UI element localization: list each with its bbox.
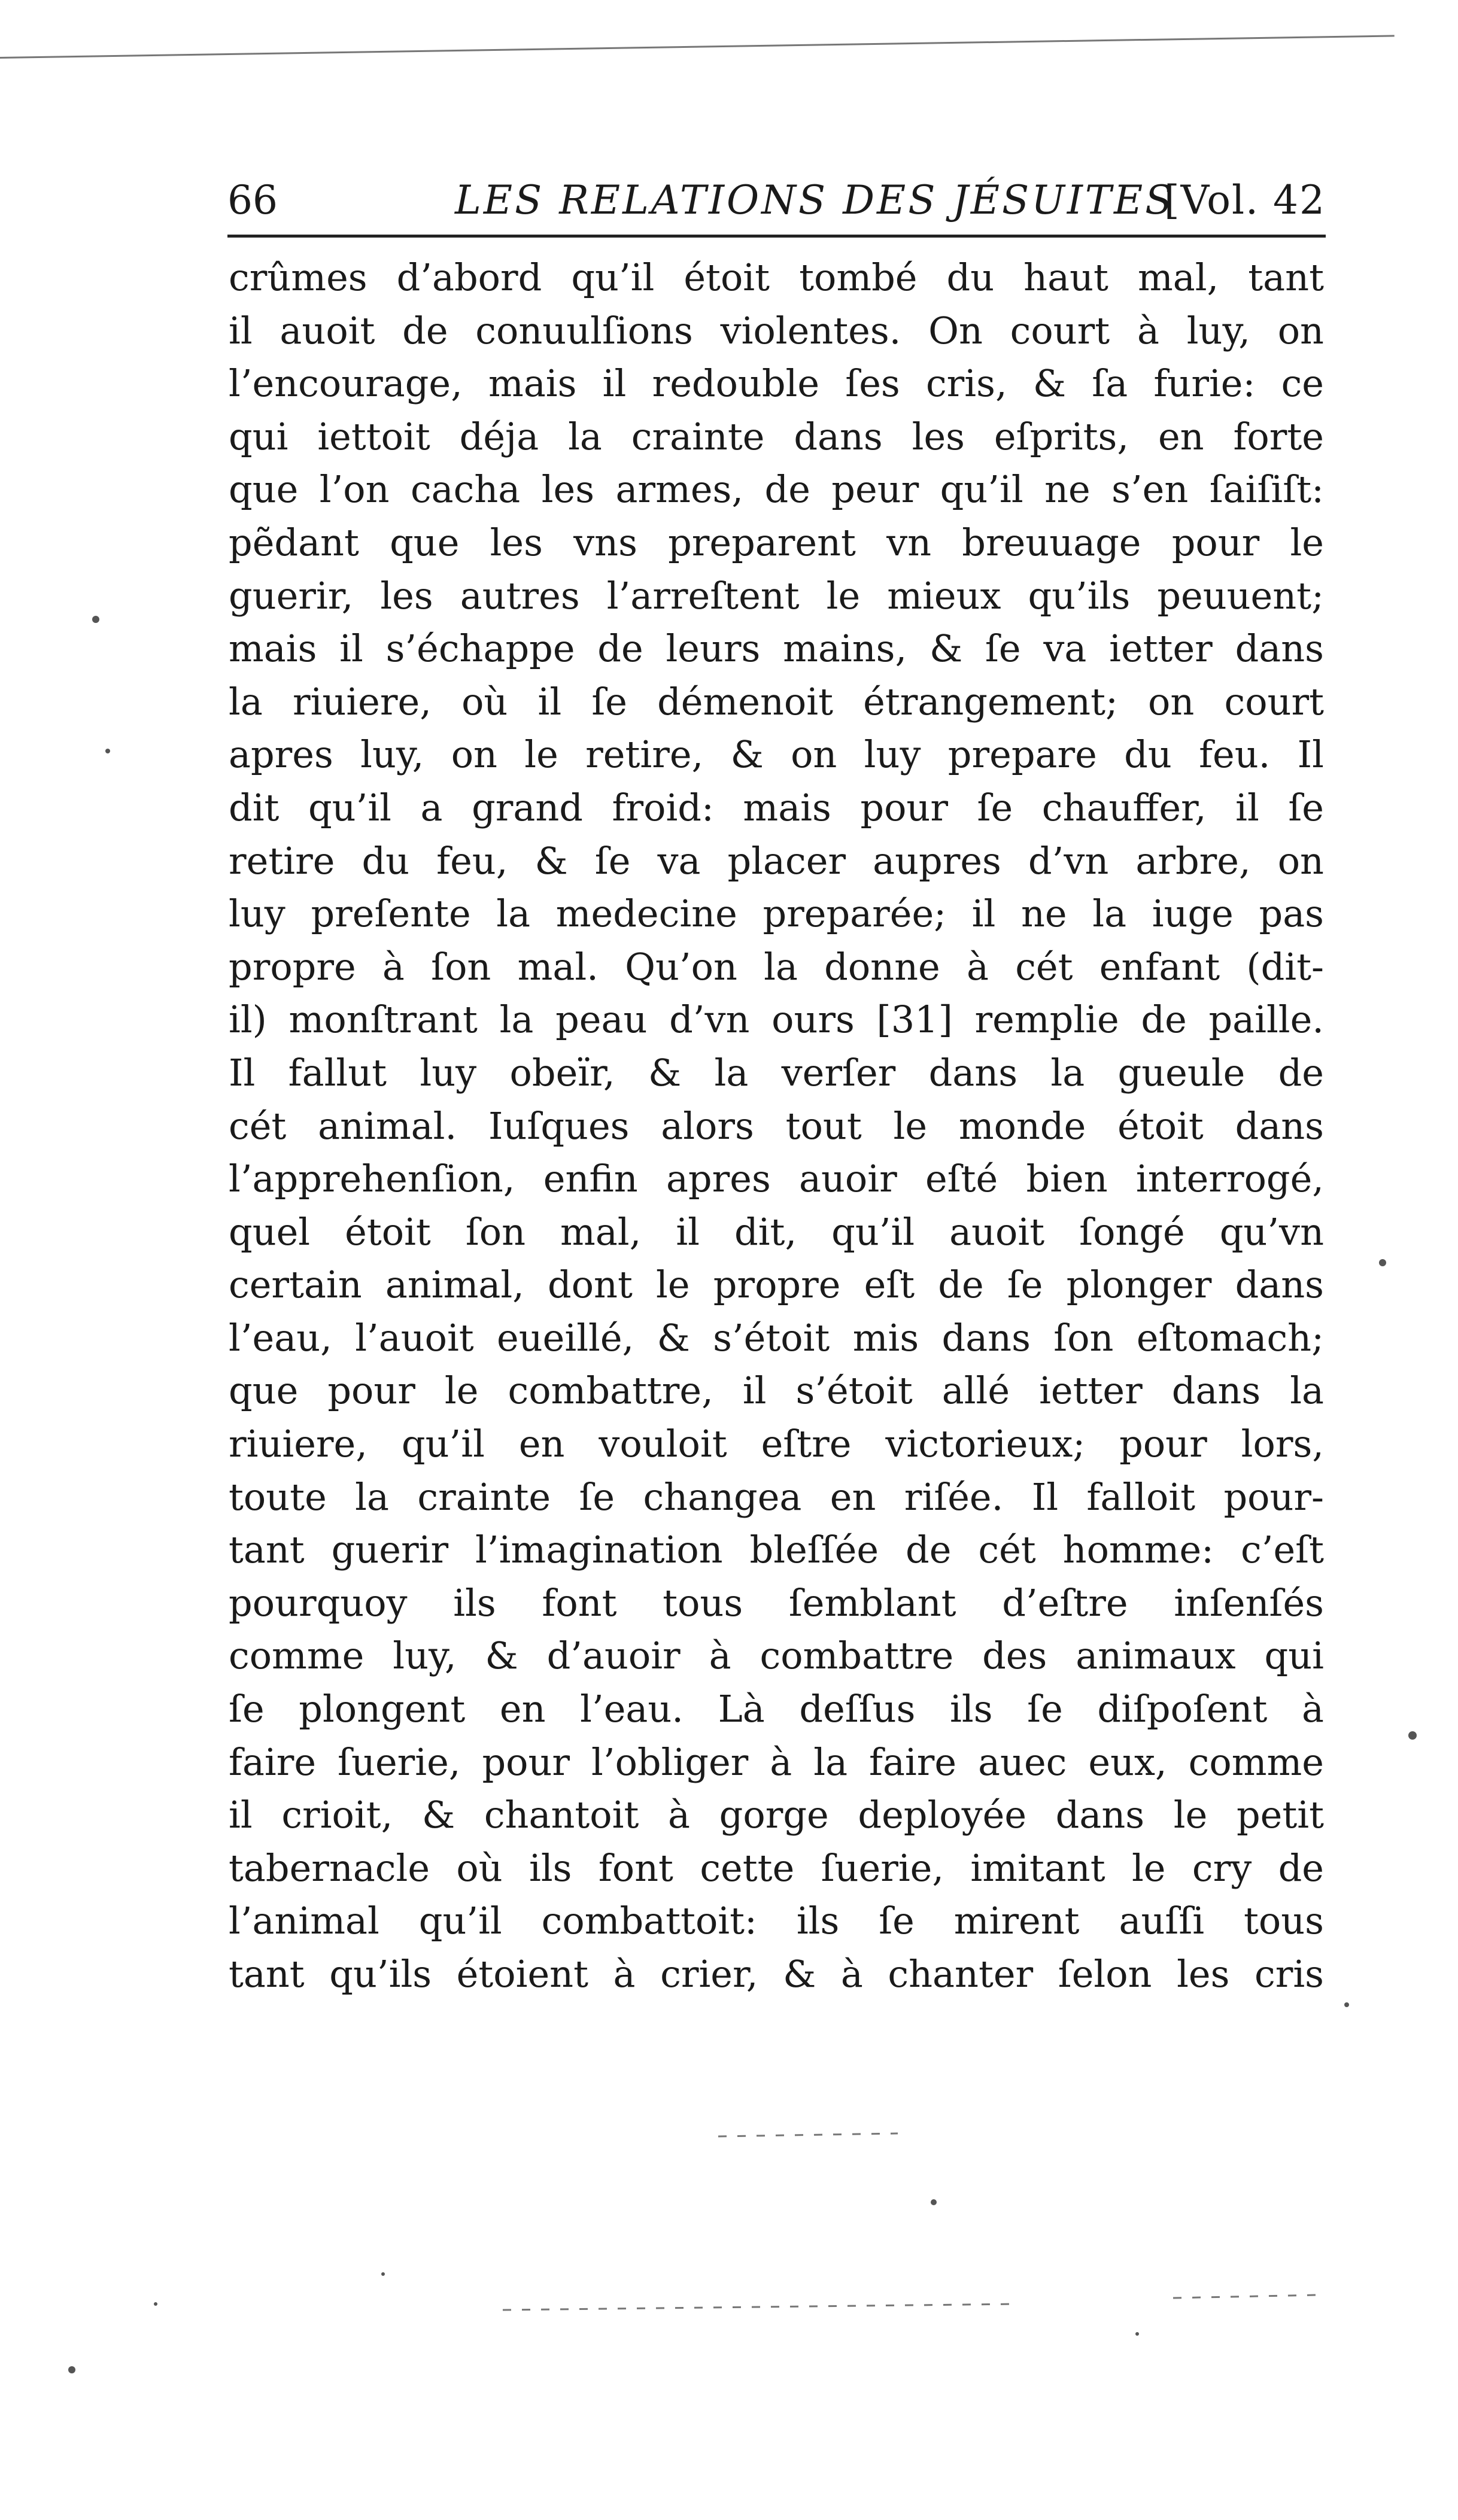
text-line: ſe plongent en l’eau. Là deſſus ils ſe diſpoſent à: [229, 1687, 1324, 1731]
text-line: pẽdant que les vns preparent vn breuuage pour le: [229, 520, 1324, 564]
text-line: qui iettoit déja la crainte dans les eſprits, en forte: [229, 414, 1324, 458]
text-line: tabernacle où ils font cette ſuerie, imitant le cry de: [229, 1846, 1324, 1890]
text-line: il auoit de conuulſions violentes. On court à luy, on: [229, 308, 1324, 352]
text-line: riuiere, qu’il en vouloit eſtre victorieux; pour lors,: [229, 1422, 1324, 1466]
text-line: cét animal. Iuſques alors tout le monde étoit dans: [229, 1104, 1324, 1148]
text-line: l’animal qu’il combattoit: ils ſe mirent auſſi tous: [229, 1899, 1324, 1943]
text-line: il) monſtrant la peau d’vn ours [31] remplie de paille.: [229, 998, 1324, 1042]
text-line: tant qu’ils étoient à crier, & à chanter ſelon les cris: [229, 1952, 1324, 1996]
text-line: toute la crainte ſe changea en riſée. Il falloit pour-: [229, 1475, 1324, 1519]
text-line: mais il s’échappe de leurs mains, & ſe va ietter dans: [229, 627, 1324, 671]
text-line: comme luy, & d’auoir à combattre des animaux qui: [229, 1634, 1324, 1678]
text-line: guerir, les autres l’arreſtent le mieux qu’ils peuuent;: [229, 573, 1324, 618]
text-line: quel étoit ſon mal, il dit, qu’il auoit ſongé qu’vn: [229, 1209, 1324, 1254]
scan-edge-line: [0, 35, 1395, 59]
page-number: 66: [227, 177, 278, 223]
running-title: LES RELATIONS DES JÉSUITES: [455, 177, 1175, 223]
text-line: Il fallut luy obeïr, & la verſer dans la gueule de: [229, 1050, 1324, 1095]
header-rule: [227, 235, 1326, 238]
text-line: l’eau, l’auoit eueillé, & s’étoit mis dans ſon eſtomach;: [229, 1315, 1324, 1360]
text-line: faire ſuerie, pour l’obliger à la faire auec eux, comme: [229, 1740, 1324, 1784]
text-line: que pour le combattre, il s’étoit allé ietter dans la: [229, 1369, 1324, 1413]
text-line: crûmes d’abord qu’il étoit tombé du haut mal, tant: [229, 256, 1324, 299]
body-text: [229, 251, 1324, 2001]
text-line: apres luy, on le retire, & on luy prepare du feu. Il: [229, 732, 1324, 777]
text-line: dit qu’il a grand froid: mais pour ſe chauffer, il ſe: [229, 785, 1324, 829]
text-line: tant guerir l’imagination bleſſée de cét homme: c’eſt: [229, 1528, 1324, 1572]
text-line: que l’on cacha les armes, de peur qu’il ne s’en ſaiſiſt:: [229, 467, 1324, 512]
page-header: [227, 171, 1326, 230]
text-line: luy preſente la medecine preparée; il ne la iuge pas: [229, 892, 1324, 936]
text-line: l’encourage, mais il redouble ſes cris, & ſa furie: ce: [229, 361, 1324, 406]
text-line: il crioit, & chantoit à gorge deployée dans le petit: [229, 1793, 1324, 1837]
text-line: retire du feu, & ſe va placer aupres d’vn arbre, on: [229, 838, 1324, 883]
text-line: certain animal, dont le propre eſt de ſe plonger dans: [229, 1263, 1324, 1307]
text-line: propre à ſon mal. Qu’on la donne à cét enfant (dit-: [229, 944, 1324, 989]
text-line: la riuiere, où il ſe démenoit étrangement; on court: [229, 679, 1324, 724]
text-line: l’apprehenſion, enfin apres auoir eſté bien interrogé,: [229, 1157, 1324, 1201]
volume-label: [Vol. 42: [1164, 177, 1326, 223]
text-line: pourquoy ils font tous ſemblant d’eſtre inſenſés: [229, 1580, 1324, 1625]
